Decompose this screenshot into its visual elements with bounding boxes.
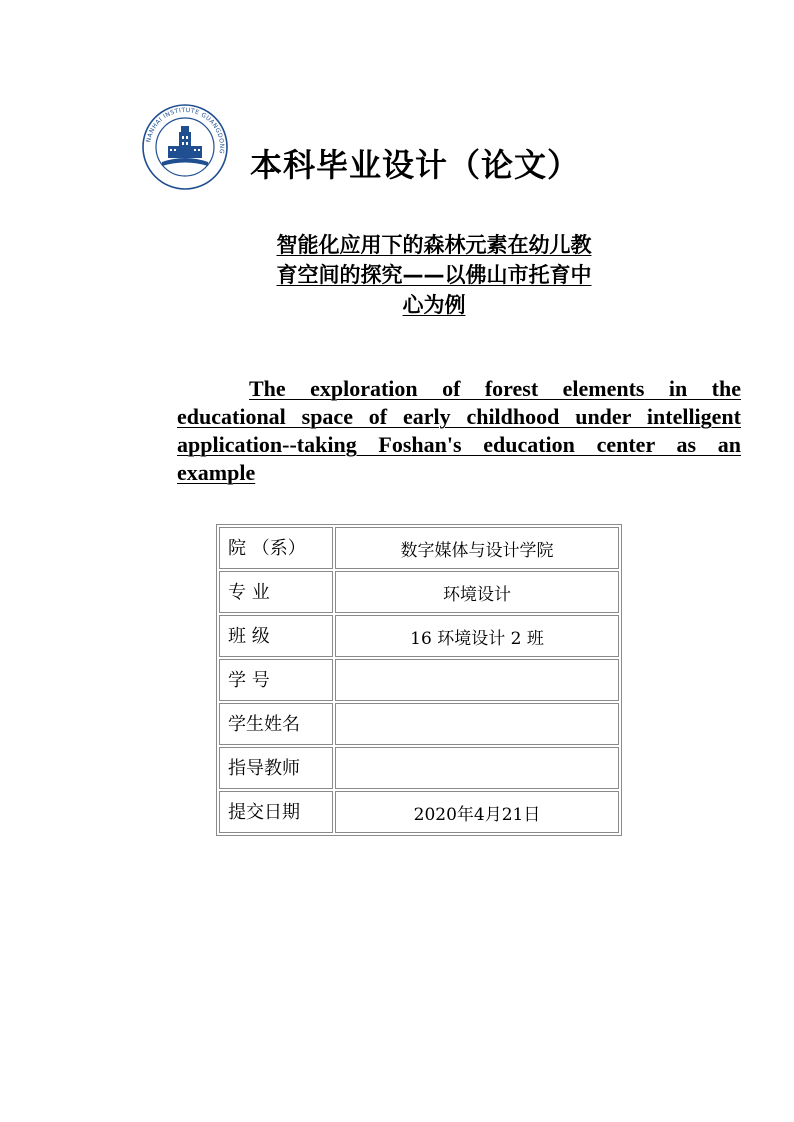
table-row: [219, 747, 619, 789]
chinese-title-line-2: 育空间的探究——以佛山市托育中: [276, 263, 592, 287]
english-title: The exploration of forest elements in the educational space of early childhood under intelligent application--taking Foshan's education center as an example: [177, 376, 741, 485]
row-label-advisor: 指导教师: [219, 747, 333, 789]
student-info-table: [216, 524, 622, 836]
row-value-student-id: [335, 659, 619, 701]
row-value-department: 数字媒体与设计学院: [335, 527, 619, 569]
row-label-major: 专 业: [219, 571, 333, 613]
table-row: [219, 615, 619, 657]
seal-ring-text: NANHAI INSTITUTE GUANGDONG: [145, 106, 226, 155]
row-value-student-name: [335, 703, 619, 745]
row-label-submission-date: 提交日期: [219, 791, 333, 833]
chinese-title: [246, 230, 622, 320]
row-value-advisor: [335, 747, 619, 789]
table-row: [219, 659, 619, 701]
table-row: [219, 571, 619, 613]
table-row: [219, 703, 619, 745]
row-value-submission-date: 2020年4月21日: [335, 791, 619, 833]
row-value-major: 环境设计: [335, 571, 619, 613]
row-label-student-name: 学生姓名: [219, 703, 333, 745]
chinese-title-line-1: 智能化应用下的森林元素在幼儿教: [276, 233, 592, 257]
row-value-class: 16 环境设计 2 班: [335, 615, 619, 657]
row-label-student-id: 学 号: [219, 659, 333, 701]
row-label-class: 班 级: [219, 615, 333, 657]
table-row: [219, 791, 619, 833]
document-type-heading: 本科毕业设计（论文）: [250, 146, 581, 184]
row-label-department: 院 （系）: [219, 527, 333, 569]
university-seal-icon: [142, 104, 228, 190]
chinese-title-line-3: 心为例: [402, 293, 466, 317]
table-row: [219, 527, 619, 569]
